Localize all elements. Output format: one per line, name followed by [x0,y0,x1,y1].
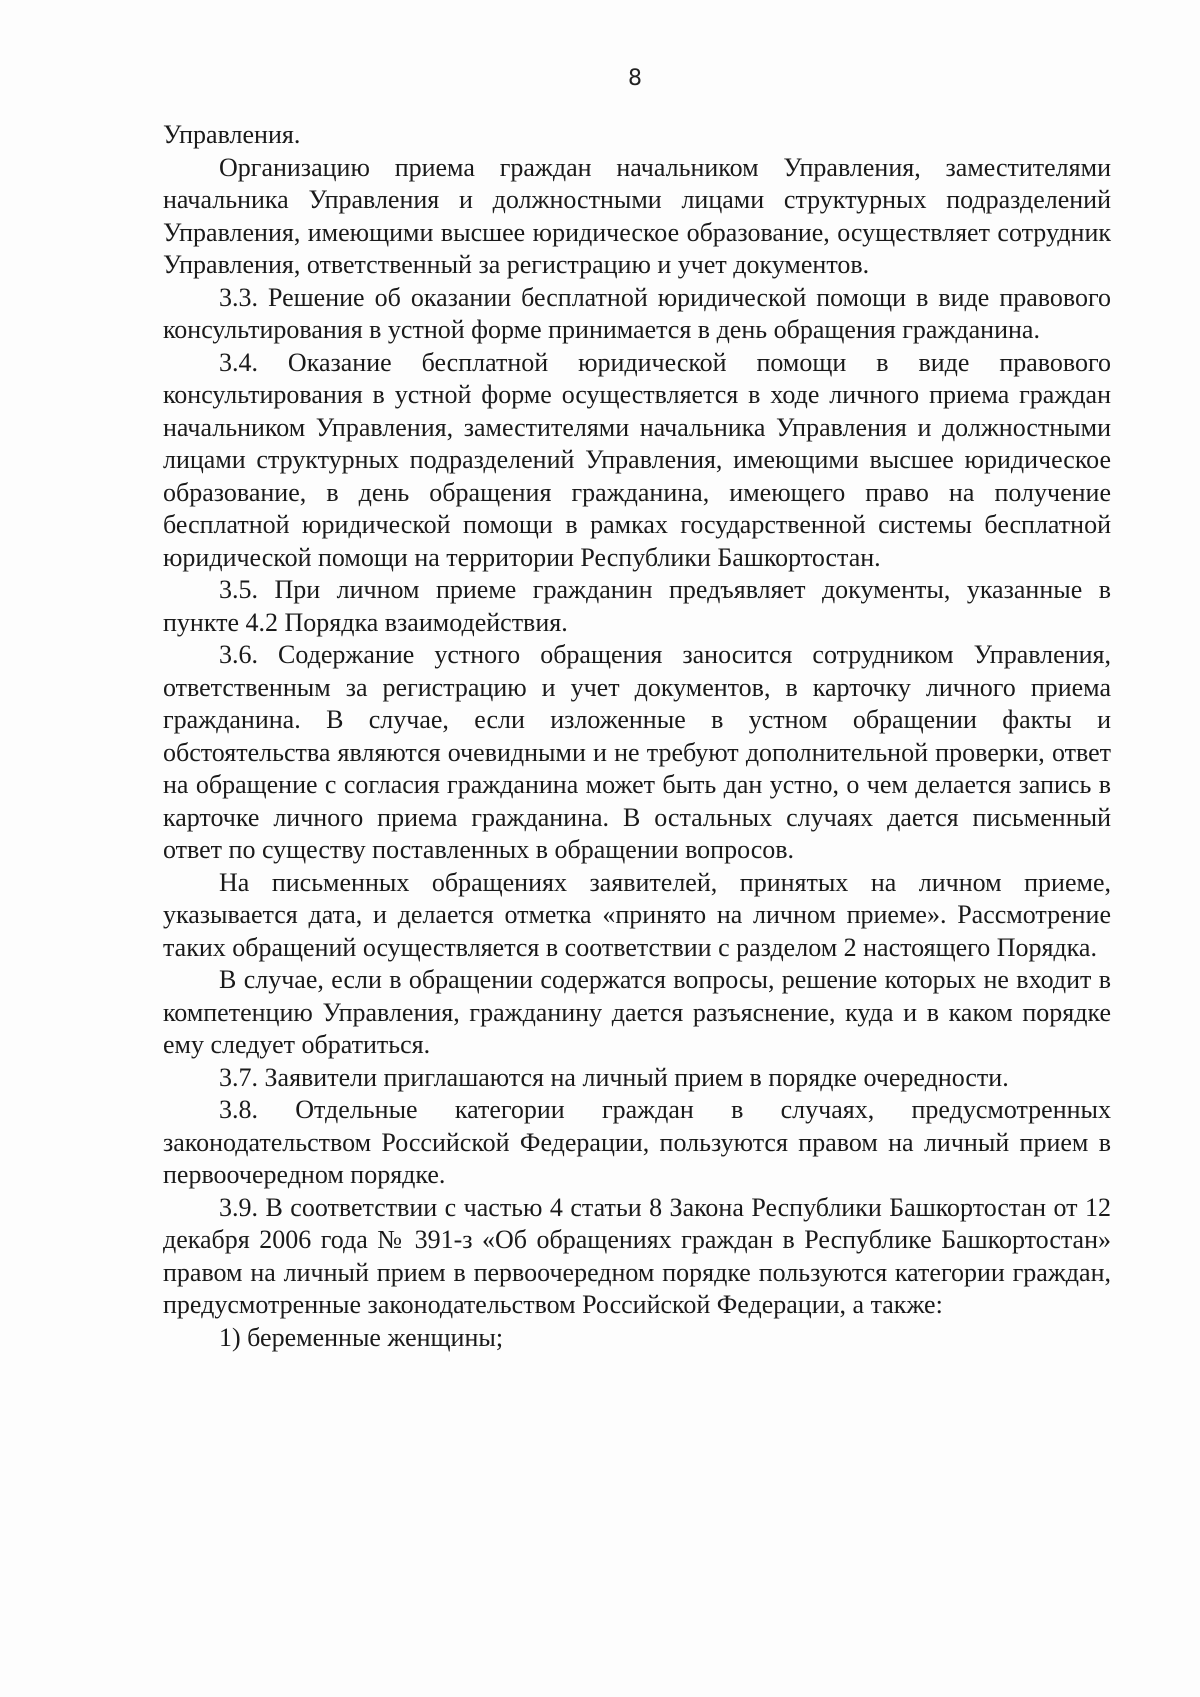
paragraph-3-8: 3.8. Отдельные категории граждан в случаях, предусмотренных законодательством Российской Федерации, пользуются правом на личный прием в первоочередном порядке. [163,1095,1111,1189]
paragraph-written-appeals: На письменных обращениях заявителей, принятых на личном приеме, указывается дата, и делается отметка «принято на личном приеме». Рассмотрение таких обращений осуществляется в соответствии с разделом 2 настоящего Порядка. [163,867,1111,962]
list-item-1: 1) беременные женщины; [219,1322,504,1352]
paragraph-3-7: 3.7. Заявители приглашаются на личный прием в порядке очередности. [219,1062,1009,1092]
document-body [163,119,1111,1354]
paragraph-3-9: 3.9. В соответствии с частью 4 статьи 8 Закона Республики Башкортостан от 12 декабря 2006 года № 391-з «Об обращениях граждан в Республике Башкортостан» правом на личный прием в первоочередном порядке пользуются категории граждан, предусмотренные законодательством Российской Федерации, а также: [163,1192,1111,1319]
page-number: 8 [628,66,642,91]
paragraph-reception-organization: Организацию приема граждан начальником Управления, заместителями начальника Управления и должностными лицами структурных подразделений Управления, имеющими высшее юридическое образование, осуществляет сотрудник Управления, ответственный за регистрацию и учет документов. [163,152,1111,279]
paragraph-continuation: Управления. [163,120,301,149]
paragraph-outside-competence: В случае, если в обращении содержатся вопросы, решение которых не входит в компетенцию Управления, гражданину дается разъяснение, куда и в каком порядке ему следует обратиться. [163,965,1111,1059]
paragraph-3-5: 3.5. При личном приеме гражданин предъявляет документы, указанные в пункте 4.2 Порядка взаимодействия. [163,575,1111,637]
paragraph-3-4: 3.4. Оказание бесплатной юридической помощи в виде правового консультирования в устной форме осуществляется в ходе личного приема граждан начальником Управления, заместителями начальника Управления и должностными лицами структурных подразделений Управления, имеющими высшее юридическое образование, в день обращения гражданина, имеющего право на получение бесплатной юридической помощи в рамках государственной системы бесплатной юридической помощи на территории Республики Башкортостан. [163,347,1111,572]
paragraph-3-3: 3.3. Решение об оказании бесплатной юридической помощи в виде правового консультирования в устной форме принимается в день обращения гражданина. [163,282,1111,344]
paragraph-3-6: 3.6. Содержание устного обращения заносится сотрудником Управления, ответственным за регистрацию и учет документов, в карточку личного приема гражданина. В случае, если изложенные в устном обращении факты и обстоятельства являются очевидными и не требуют дополнительной проверки, ответ на обращение с согласия гражданина может быть дан устно, о чем делается запись в карточке личного приема гражданина. В остальных случаях дается письменный ответ по существу поставленных в обращении вопросов. [163,640,1111,864]
